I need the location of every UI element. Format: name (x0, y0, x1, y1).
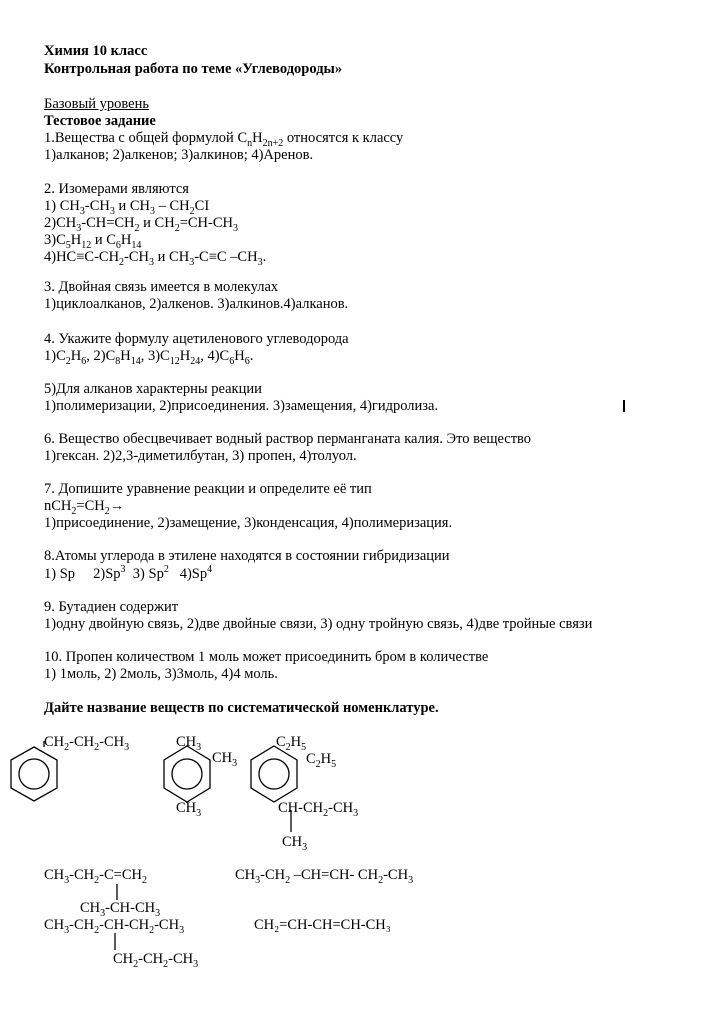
q4-options: $1)C_2H_6$, $2)C_8H_{14}$, $3)C_{12}H_{24}$, $4)C_6H_6$. (44, 348, 254, 367)
doc-title: Химия 10 класс (44, 43, 148, 59)
q10-stem: 10. Пропен количеством 1 моль может присоединить бром в количестве (44, 649, 489, 665)
benzene-ring-3 (251, 746, 297, 832)
q2-option-3: $3)C_5H_{12}$ и $C_6H_{14}$ (44, 232, 142, 251)
struct4-chain: $CH_3-CH_2-CH-CH_2-CH_3$ (44, 917, 185, 936)
nomenclature-heading: Дайте название веществ по систематической номенклатуре. (44, 700, 439, 716)
struct4-branch: $CH_3-CH-CH_3$ (80, 900, 161, 919)
q7-equation: $nCH_2=CH_2\to$ (44, 498, 125, 517)
q4-stem: 4. Укажите формулу ацетиленового углеводорода (44, 331, 349, 347)
q6-options: 1)гексан. 2)2,3-диметилбутан, 3) пропен, 4)толуол. (44, 448, 357, 464)
q1-stem-b: H (252, 130, 263, 146)
q9-options: 1)одну двойную связь, 2)две двойные связи, 3) одну тройную связь, 4)две тройные связи (44, 616, 593, 632)
struct2-top: $CH_3$ (176, 734, 202, 753)
section-title: Тестовое задание (44, 113, 156, 129)
struct4-main: $CH_3-CH_2-C=CH_2$ (44, 867, 147, 886)
q2-option-2: $2)CH_3-CH=CH_2$ и $CH_2=CH-CH_3$ (44, 215, 238, 234)
q2-option-4: $4)HC\equiv C-CH_2-CH_3$ и $CH_3-C\equiv C$ $-CH_3$. (44, 249, 267, 268)
struct2-right: $CH_3$ (212, 750, 238, 769)
struct3-top: $C_2H_5$ (276, 734, 307, 753)
q5-options: 1)полимеризации, 2)присоединения. 3)замещения, 4)гидролиза. (44, 398, 439, 414)
q2-option-1: 1) $CH_3-CH_3$ и $CH_3 - CH_2CI$ (44, 198, 210, 217)
q8-options: 1) Sp 2)Sp$^3$ 3) Sp$^2$ 4)Sp$^4$ (44, 564, 213, 582)
struct6: CH₂=CH-CH=CH-CH₃ (254, 917, 391, 933)
q3-stem: 3. Двойная связь имеется в молекулах (44, 279, 279, 295)
doc-subtitle: Контрольная работа по теме «Углеводороды» (44, 61, 343, 77)
struct2-bottom: $CH_3$ (176, 800, 202, 819)
struct5: $CH_3-CH_2$ –CH=CH- $CH_2-CH_3$ (235, 867, 414, 886)
struct3-bottom: $CH_3$ (282, 834, 308, 853)
q6-stem: 6. Вещество обесцвечивает водный раствор перманганата калия. Это вещество (44, 431, 532, 447)
q1-stem-sub1: n (247, 137, 253, 149)
struct3-right: $C_2H_5$ (306, 751, 337, 770)
q8-stem: 8.Атомы углерода в этилене находятся в состоянии гибридизации (44, 548, 450, 564)
struct4-tail: $CH_2-CH_2-CH_3$ (113, 951, 199, 970)
q1-stem-a: 1.Вещества с общей формулой C (44, 130, 248, 146)
q7-stem: 7. Допишите уравнение реакции и определите её тип (44, 481, 372, 497)
q1-stem-c: относятся к классу (283, 130, 404, 146)
q9-stem: 9. Бутадиен содержит (44, 599, 179, 615)
q5-stem: 5)Для алканов характерны реакции (44, 381, 262, 397)
level-label: Базовый уровень (44, 96, 149, 112)
q2-stem: 2. Изомерами являются (44, 181, 189, 197)
q10-options: 1) 1моль, 2) 2моль, 3)3моль, 4)4 моль. (44, 666, 278, 682)
q1-options: 1)алканов; 2)алкенов; 3)алкинов; 4)Аренов. (44, 147, 314, 163)
struct1-chain: $CH_2-CH_2-CH_3$ (44, 734, 130, 753)
benzene-ring-2 (164, 746, 210, 802)
q7-options: 1)присоединение, 2)замещение, 3)конденсация, 4)полимеризация. (44, 515, 453, 531)
q1-stem-sub2: 2n+2 (262, 137, 284, 149)
q3-options: 1)циклоалканов, 2)алкенов. 3)алкинов.4)алканов. (44, 296, 349, 312)
struct3-side-chain: $CH-CH_2-CH_3$ (278, 800, 359, 819)
